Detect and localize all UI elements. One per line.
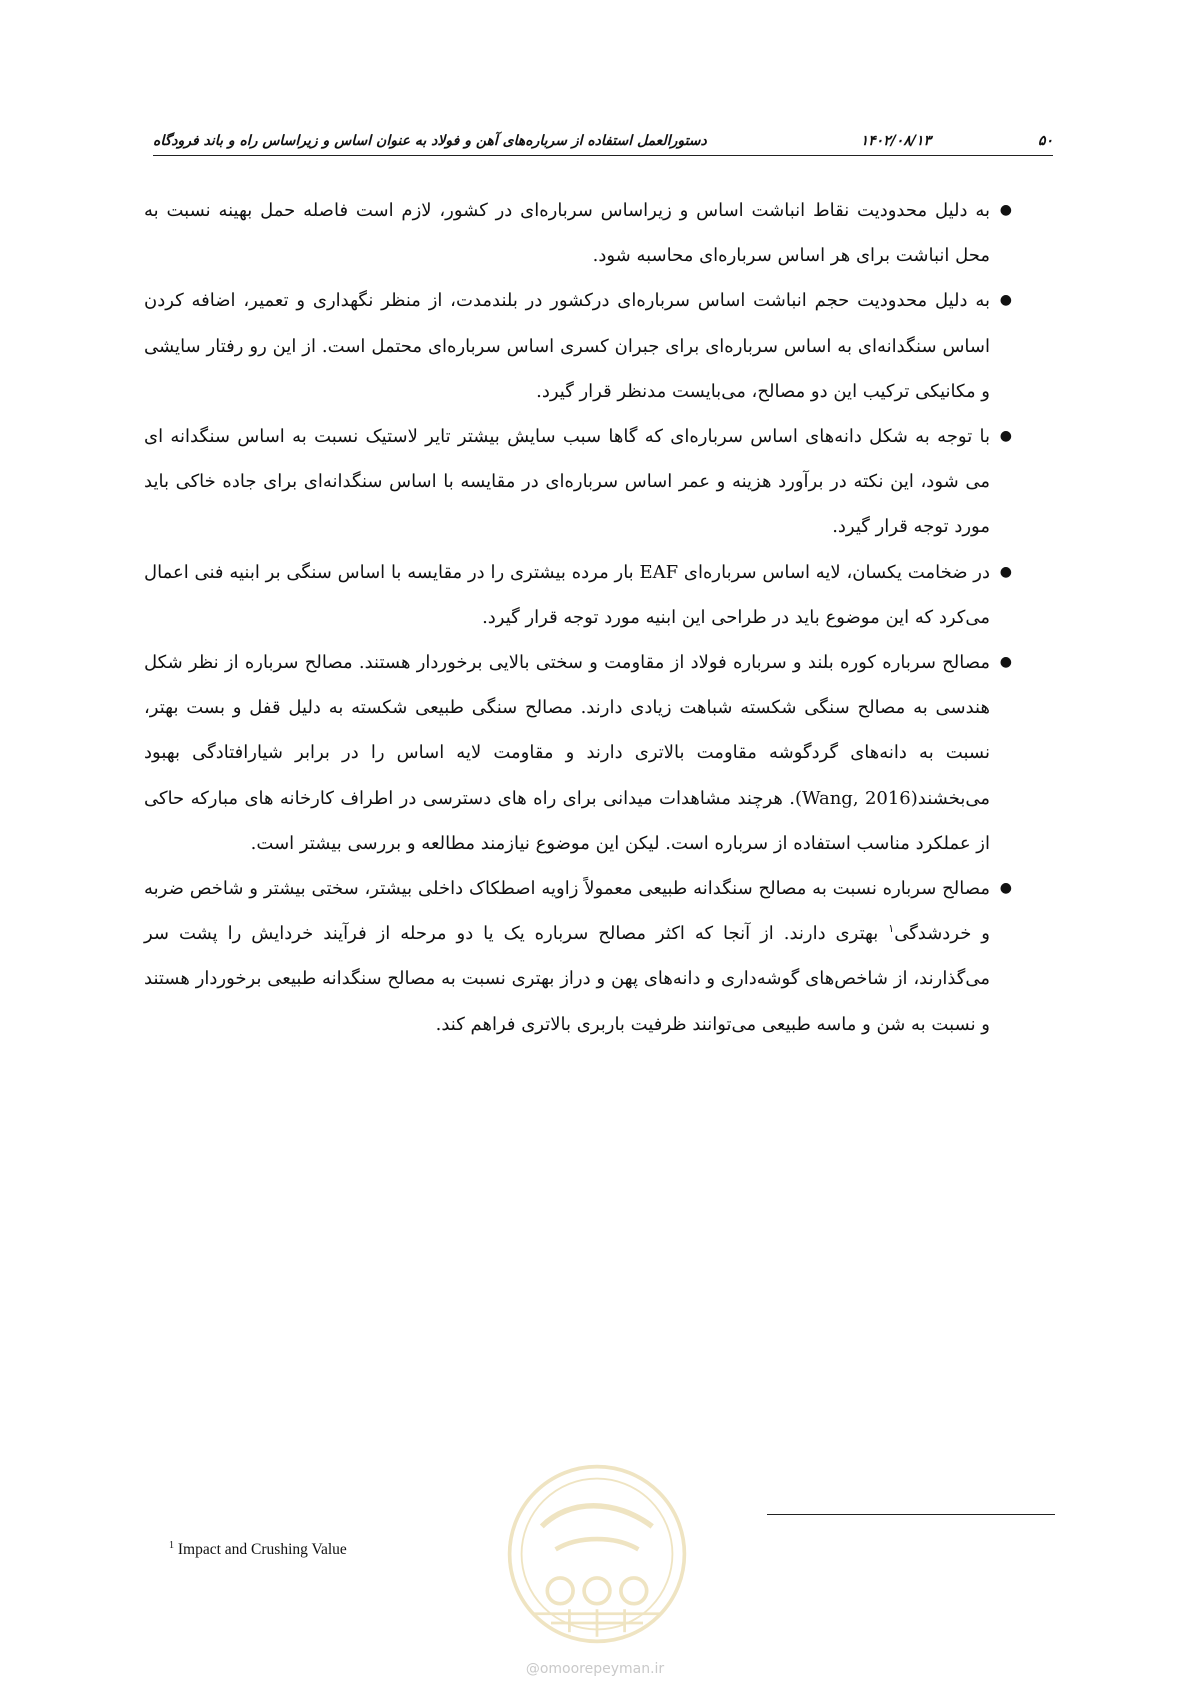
bullet-text: در ضخامت یکسان، لایه اساس سرباره‌ای EAF بار مرده بیشتری را در مقایسه با اساس سنگی بر ابنیه فنی اعمال می‌کرد که این موضوع باید در طراحی این ابنیه مورد توجه قرار گیرد. (144, 561, 990, 628)
bullet-dot-icon: ● (999, 563, 1012, 580)
bullet-item (144, 640, 1012, 866)
bullet-text: به دلیل محدودیت نقاط انباشت اساس و زیراساس سرباره‌ای در کشور، لازم است فاصله حمل بهینه نسبت به محل انباشت برای هر اساس سرباره‌ای محاسبه شود. (144, 200, 990, 267)
bullet-dot-icon: ● (999, 428, 1012, 445)
bullet-text: با توجه به شکل دانه‌های اساس سرباره‌ای که گاها سبب سایش بیشتر تایر لاستیک نسبت به اساس سنگدانه ای می شود، این نکته در برآورد هزینه و عمر اساس سرباره‌ای در مقایسه با اساس سنگدانه‌ای برای جاده خاکی باید مورد توجه قرار گیرد. (144, 426, 990, 538)
body-content (144, 188, 1012, 1047)
bullet-item (144, 278, 1012, 414)
watermark-logo-icon (505, 1462, 689, 1646)
bullet-item (144, 414, 1012, 550)
bullet-list (144, 188, 1012, 1047)
bullet-dot-icon: ● (999, 292, 1012, 309)
bullet-dot-icon: ● (999, 880, 1012, 897)
page-header (153, 131, 1053, 156)
bullet-dot-icon: ● (999, 202, 1012, 218)
watermark-text: @omoorepeyman.ir (525, 1661, 665, 1677)
footnote-separator (767, 1514, 1055, 1515)
footnote (169, 1540, 347, 1559)
bullet-text: مصالح سرباره کوره بلند و سرباره فولاد از مقاومت و سختی بالایی برخوردار هستند. مصالح سرباره از نظر شکل هندسی به مصالح سنگی شکسته شباهت زیادی دارند. مصالح سنگی طبیعی شکسته به دلیل قفل و بست بهتر، نسبت به دانه‌های گردگوشه مقاومت بالاتری دارند و مقاومت لایه اساس را در برابر شیارافتادگی بهبود می‌بخشند(Wang, 2016). هرچند مشاهدات میدانی برای راه های دسترسی در اطراف کارخانه های مبارکه حاکی از عملکرد مناسب استفاده از سرباره است. لیکن این موضوع نیازمند مطالعه و بررسی بیشتر است. (144, 652, 990, 854)
bullet-text-before: مصالح سرباره نسبت به مصالح سنگدانه طبیعی معمولاً زاویه اصطکاک داخلی بیشتر، سختی بیشتر و شاخص ضربه و خردشدگی (144, 878, 990, 945)
page-number: ۵۰ (1037, 133, 1053, 149)
footnote-marker: 1 (169, 1540, 174, 1551)
bullet-dot-icon: ● (999, 654, 1012, 671)
bullet-item (144, 866, 1012, 1047)
footnote-text: Impact and Crushing Value (177, 1541, 347, 1559)
bullet-text-after: بهتری دارند. از آنجا که اکثر مصالح سرباره یک یا دو مرحله از فرآیند خردایش را پشت سر می‌گذارند، از شاخص‌های گوشه‌داری و دانه‌های پهن و دراز بهتری نسبت به مصالح سنگدانه طبیعی برخوردار هستند و نسبت به شن و ماسه طبیعی می‌توانند ظرفیت باربری بالاتری فراهم کند. (144, 923, 990, 1035)
header-title: دستورالعمل استفاده از سرباره‌های آهن و فولاد به عنوان اساس و زیراساس راه و باند فرودگاه (153, 133, 707, 149)
footnote-reference[interactable]: ۱ (888, 922, 895, 936)
bullet-text: به دلیل محدودیت حجم انباشت اساس سرباره‌ای درکشور در بلندمدت، از منظر نگهداری و تعمیر، اضافه کردن اساس سنگدانه‌ای به اساس سرباره‌ای برای جبران کسری اساس سرباره‌ای محتمل است. از این رو رفتار سایشی و مکانیکی ترکیب این دو مصالح، می‌بایست مدنظر قرار گیرد. (144, 290, 990, 402)
bullet-item (144, 550, 1012, 640)
bullet-item (144, 188, 1012, 278)
header-date: ۱۴۰۲/۰۸/۱۳ (860, 133, 931, 149)
